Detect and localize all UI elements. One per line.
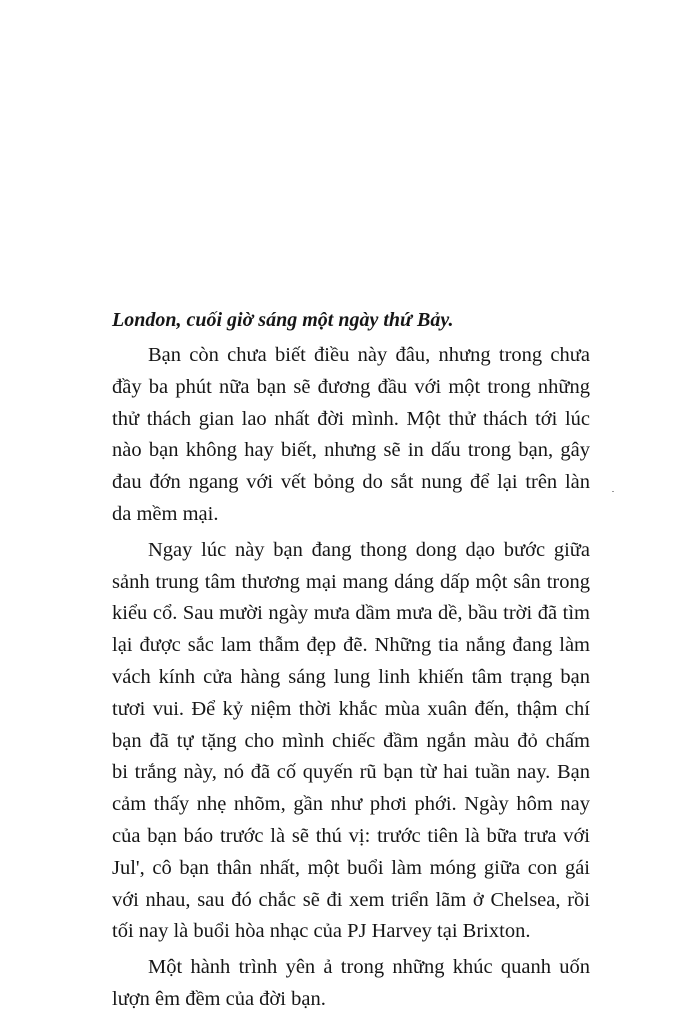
- text-line: vách kính cửa hàng sáng lung linh khiến tâm trạng bạn: [112, 665, 590, 688]
- text-line: với nhau, sau đó chắc sẽ đi xem triển lãm ở Chelsea, rồi: [112, 888, 590, 911]
- body-text: [112, 340, 590, 1016]
- text-line: bi trắng này, nó đã cố quyến rũ bạn từ hai tuần nay. Bạn: [112, 761, 590, 784]
- text-line: sảnh trung tâm thương mại mang dáng dấp một sân trong: [112, 570, 590, 593]
- text-line: kiểu cổ. Sau mười ngày mưa dầm mưa dề, bầu trời đã tìm: [112, 602, 590, 625]
- text-line: lượn êm đềm của đời bạn.: [112, 987, 326, 1010]
- chapter-heading: London, cuối giờ sáng một ngày thứ Bảy.: [112, 309, 454, 331]
- text-line: Jul', cô bạn thân nhất, một buổi làm móng giữa con gái: [112, 856, 590, 879]
- text-line: Bạn còn chưa biết điều này đâu, nhưng trong chưa: [148, 344, 590, 366]
- text-line: Ngay lúc này bạn đang thong dong dạo bước giữa: [148, 538, 590, 561]
- text-line: tối nay là buổi hòa nhạc của PJ Harvey tại Brixton.: [112, 920, 531, 943]
- paragraph: [112, 952, 590, 1016]
- book-page: [112, 304, 590, 1016]
- text-line: thử thách gian lao nhất đời mình. Một thử thách tới lúc: [112, 407, 590, 430]
- text-line: lại được sắc lam thẫm đẹp đẽ. Những tia nắng đang làm: [112, 634, 590, 657]
- text-line: nào bạn không hay biết, nhưng sẽ in dấu trong bạn, gây: [112, 439, 590, 462]
- text-line: đau đớn ngang với vết bỏng do sắt nung để lại trên làn: [112, 471, 590, 494]
- text-line: da mềm mại.: [112, 502, 219, 525]
- text-line: của bạn báo trước là sẽ thú vị: trước tiên là bữa trưa với: [112, 824, 590, 847]
- text-line: Một hành trình yên ả trong những khúc quanh uốn: [148, 956, 590, 979]
- text-line: cảm thấy nhẹ nhõm, gần như phơi phới. Ngày hôm nay: [112, 793, 590, 816]
- text-line: đầy ba phút nữa bạn sẽ đương đầu với một trong những: [112, 375, 590, 398]
- paragraph: [112, 535, 590, 948]
- paragraph: [112, 340, 590, 531]
- text-line: tươi vui. Để kỷ niệm thời khắc mùa xuân đến, thậm chí: [112, 697, 590, 720]
- scan-speck: [612, 491, 614, 492]
- text-line: bạn đã tự tặng cho mình chiếc đầm ngắn màu đỏ chấm: [112, 729, 590, 752]
